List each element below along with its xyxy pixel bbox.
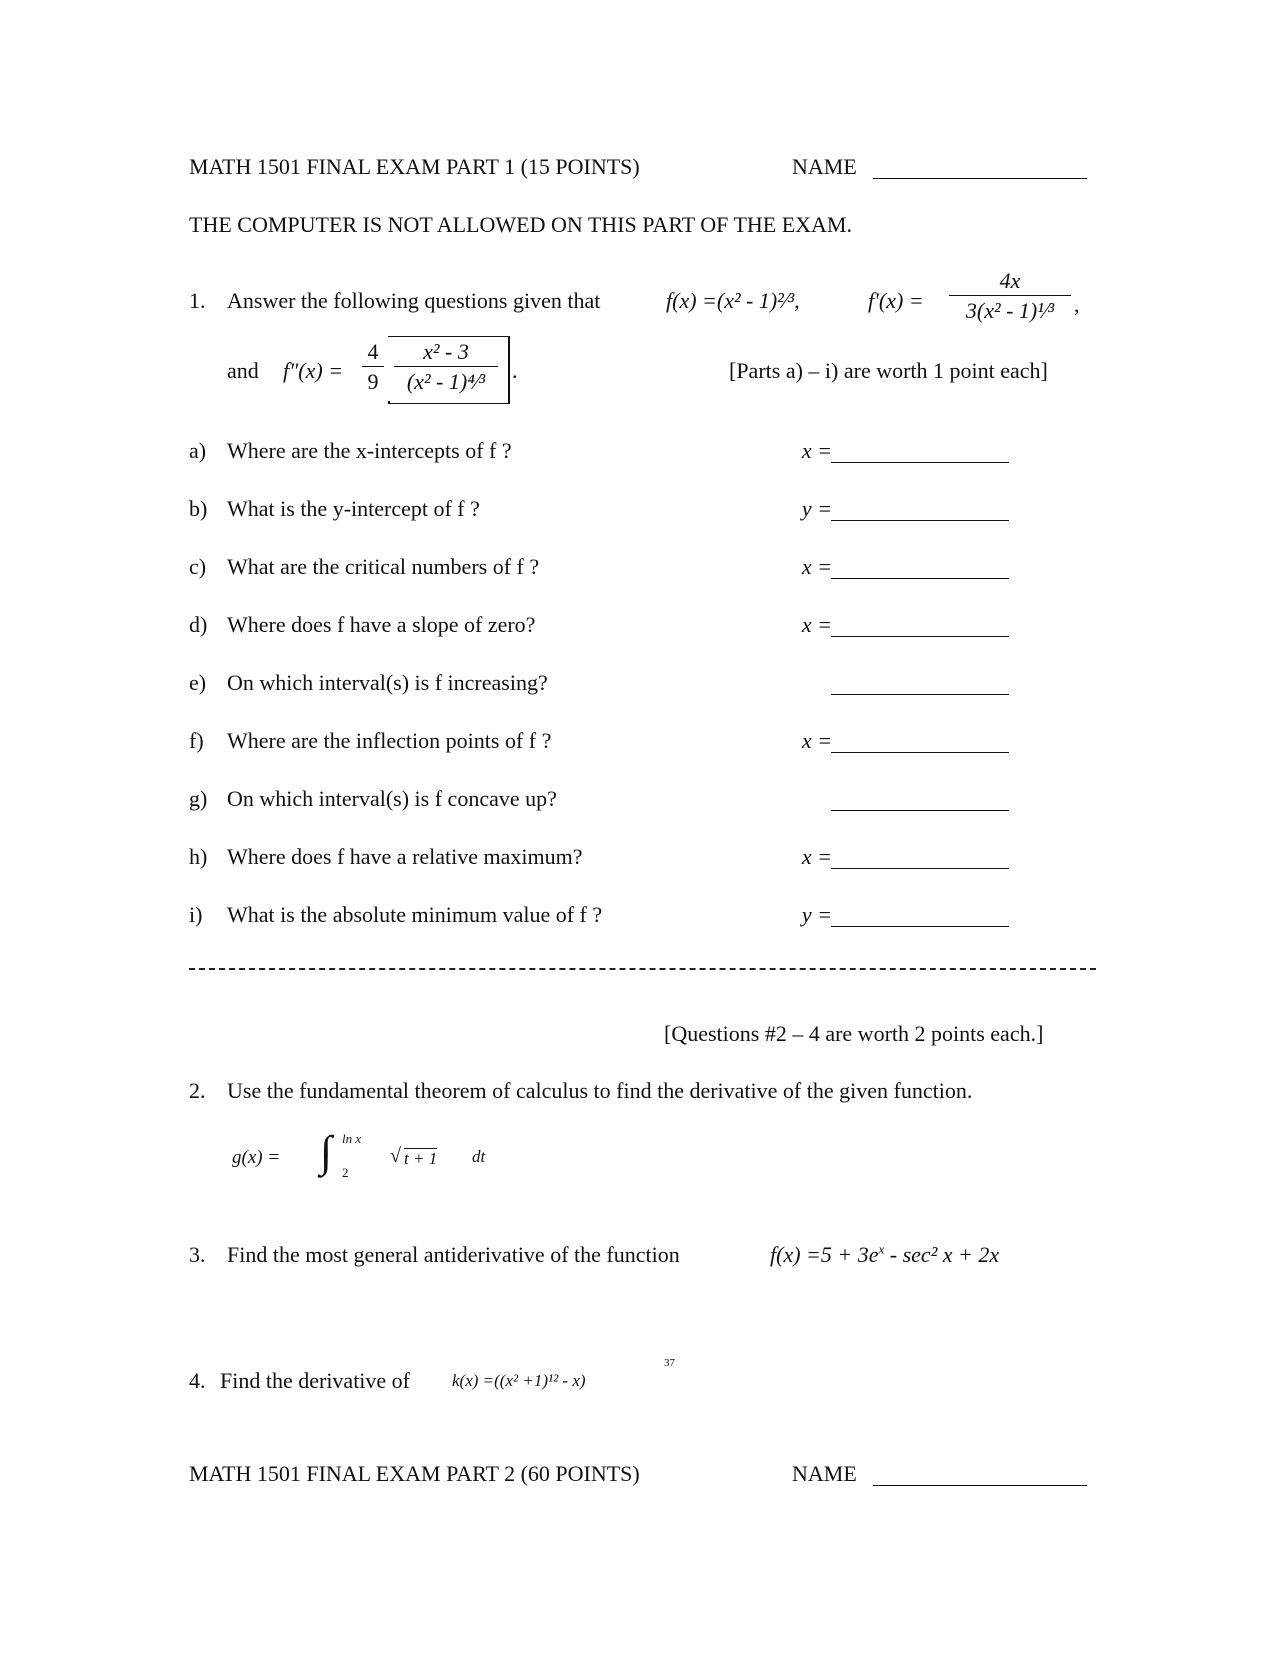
part-a-answer[interactable] — [831, 440, 1009, 463]
q1-f-definition: f(x) =(x² - 1)²⁄³, — [666, 288, 800, 313]
q1-intro: Answer the following questions given that — [227, 288, 601, 313]
name-field[interactable] — [873, 156, 1087, 179]
part-d-text: Where does f have a slope of zero? — [227, 612, 536, 637]
q1-fprime-denominator: 3(x² - 1)¹⁄³ — [965, 298, 1055, 323]
part-e-text: On which interval(s) is f increasing? — [227, 670, 548, 695]
part-f-answer[interactable] — [831, 730, 1009, 753]
part-g-text: On which interval(s) is f concave up? — [227, 786, 557, 811]
q1-period: . — [512, 358, 518, 383]
q4-text: Find the derivative of — [220, 1368, 411, 1393]
q3-function — [770, 1241, 1000, 1267]
part-h-prefix: x = — [801, 844, 832, 869]
part-a-label: a) — [189, 438, 207, 463]
part-b-answer[interactable] — [831, 498, 1009, 521]
q1-fpp-coef-den: 9 — [367, 369, 379, 394]
part-c-answer[interactable] — [831, 556, 1009, 579]
part2-title: MATH 1501 FINAL EXAM PART 2 (60 POINTS) — [189, 1461, 640, 1486]
part-f-label: f) — [189, 728, 204, 753]
q2-upper-limit: ln x — [342, 1131, 362, 1146]
q3-number: 3. — [189, 1242, 206, 1267]
q1-number: 1. — [189, 288, 206, 313]
part-f-text: Where are the inflection points of f ? — [227, 728, 552, 753]
part-b-text: What is the y-intercept of f ? — [227, 496, 480, 521]
section2-points-note: [Questions #2 – 4 are worth 2 points each.] — [664, 1021, 1044, 1046]
part-a-text: Where are the x-intercepts of f ? — [227, 438, 512, 463]
part-f-prefix: x = — [801, 728, 832, 753]
part-d-answer[interactable] — [831, 614, 1009, 637]
part-b-prefix: y = — [801, 496, 832, 521]
q1-fprime-label: f′(x) = — [868, 288, 924, 313]
part-d-label: d) — [189, 612, 208, 637]
q4-function: k(x) =((x² +1)¹² - x) — [452, 1371, 586, 1390]
q4-exponent: 37 — [664, 1357, 675, 1369]
part2-name-field[interactable] — [873, 1463, 1087, 1486]
bracket-right-mask — [498, 337, 508, 401]
q2-dt: dt — [472, 1147, 486, 1166]
q4-number: 4. — [189, 1368, 206, 1393]
q3-func-exp: x — [878, 1241, 885, 1257]
q2-text: Use the fundamental theorem of calculus to find the derivative of the given function. — [227, 1078, 973, 1103]
part-h-label: h) — [189, 844, 208, 869]
part-h-answer[interactable] — [831, 846, 1009, 869]
q1-fprime-fraction — [949, 270, 1071, 322]
notice: THE COMPUTER IS NOT ALLOWED ON THIS PART OF THE EXAM. — [189, 212, 852, 237]
section-divider — [189, 968, 1096, 970]
name-label: NAME — [792, 154, 857, 179]
part-e-answer[interactable] — [831, 672, 1009, 695]
q3-text: Find the most general antiderivative of the function — [227, 1242, 680, 1267]
part-e-label: e) — [189, 670, 207, 695]
part-d-prefix: x = — [801, 612, 832, 637]
part-a-prefix: x = — [801, 438, 832, 463]
q2-integrand: t + 1 — [404, 1149, 438, 1168]
q1-fprime-numerator: 4x — [949, 270, 1071, 296]
sqrt-icon: √ — [390, 1145, 401, 1167]
q1-fpp-numerator: x² - 3 — [394, 341, 498, 367]
part-c-prefix: x = — [801, 554, 832, 579]
q1-points-note: [Parts a) – i) are worth 1 point each] — [729, 358, 1048, 383]
q1-fpp-label: f″(x) = — [283, 358, 344, 383]
q1-fpp-fraction — [394, 341, 498, 393]
q1-fpp-denominator: (x² - 1)⁴⁄³ — [406, 369, 486, 394]
q1-fpp-coefficient — [362, 341, 384, 393]
part2-name-label: NAME — [792, 1461, 857, 1486]
q2-number: 2. — [189, 1078, 206, 1103]
q3-func-main: f(x) =5 + 3e — [770, 1242, 879, 1267]
part-i-answer[interactable] — [831, 904, 1009, 927]
part-g-answer[interactable] — [831, 788, 1009, 811]
q2-lower-limit: 2 — [342, 1165, 349, 1180]
part-i-text: What is the absolute minimum value of f ? — [227, 902, 603, 927]
q3-func-rest: - sec² x + 2x — [884, 1242, 1000, 1267]
part-c-label: c) — [189, 554, 207, 579]
q1-fpp-coef-num: 4 — [362, 341, 384, 367]
part-h-text: Where does f have a relative maximum? — [227, 844, 583, 869]
part-b-label: b) — [189, 496, 208, 521]
exam-title: MATH 1501 FINAL EXAM PART 1 (15 POINTS) — [189, 154, 640, 179]
integral-sign: ∫ — [320, 1127, 333, 1176]
part-i-label: i) — [189, 902, 203, 927]
part-i-prefix: y = — [801, 902, 832, 927]
q2-lhs: g(x) = — [232, 1147, 281, 1168]
part-g-label: g) — [189, 786, 208, 811]
q1-and: and — [227, 358, 259, 383]
part-c-text: What are the critical numbers of f ? — [227, 554, 540, 579]
q1-comma: , — [1074, 292, 1080, 317]
